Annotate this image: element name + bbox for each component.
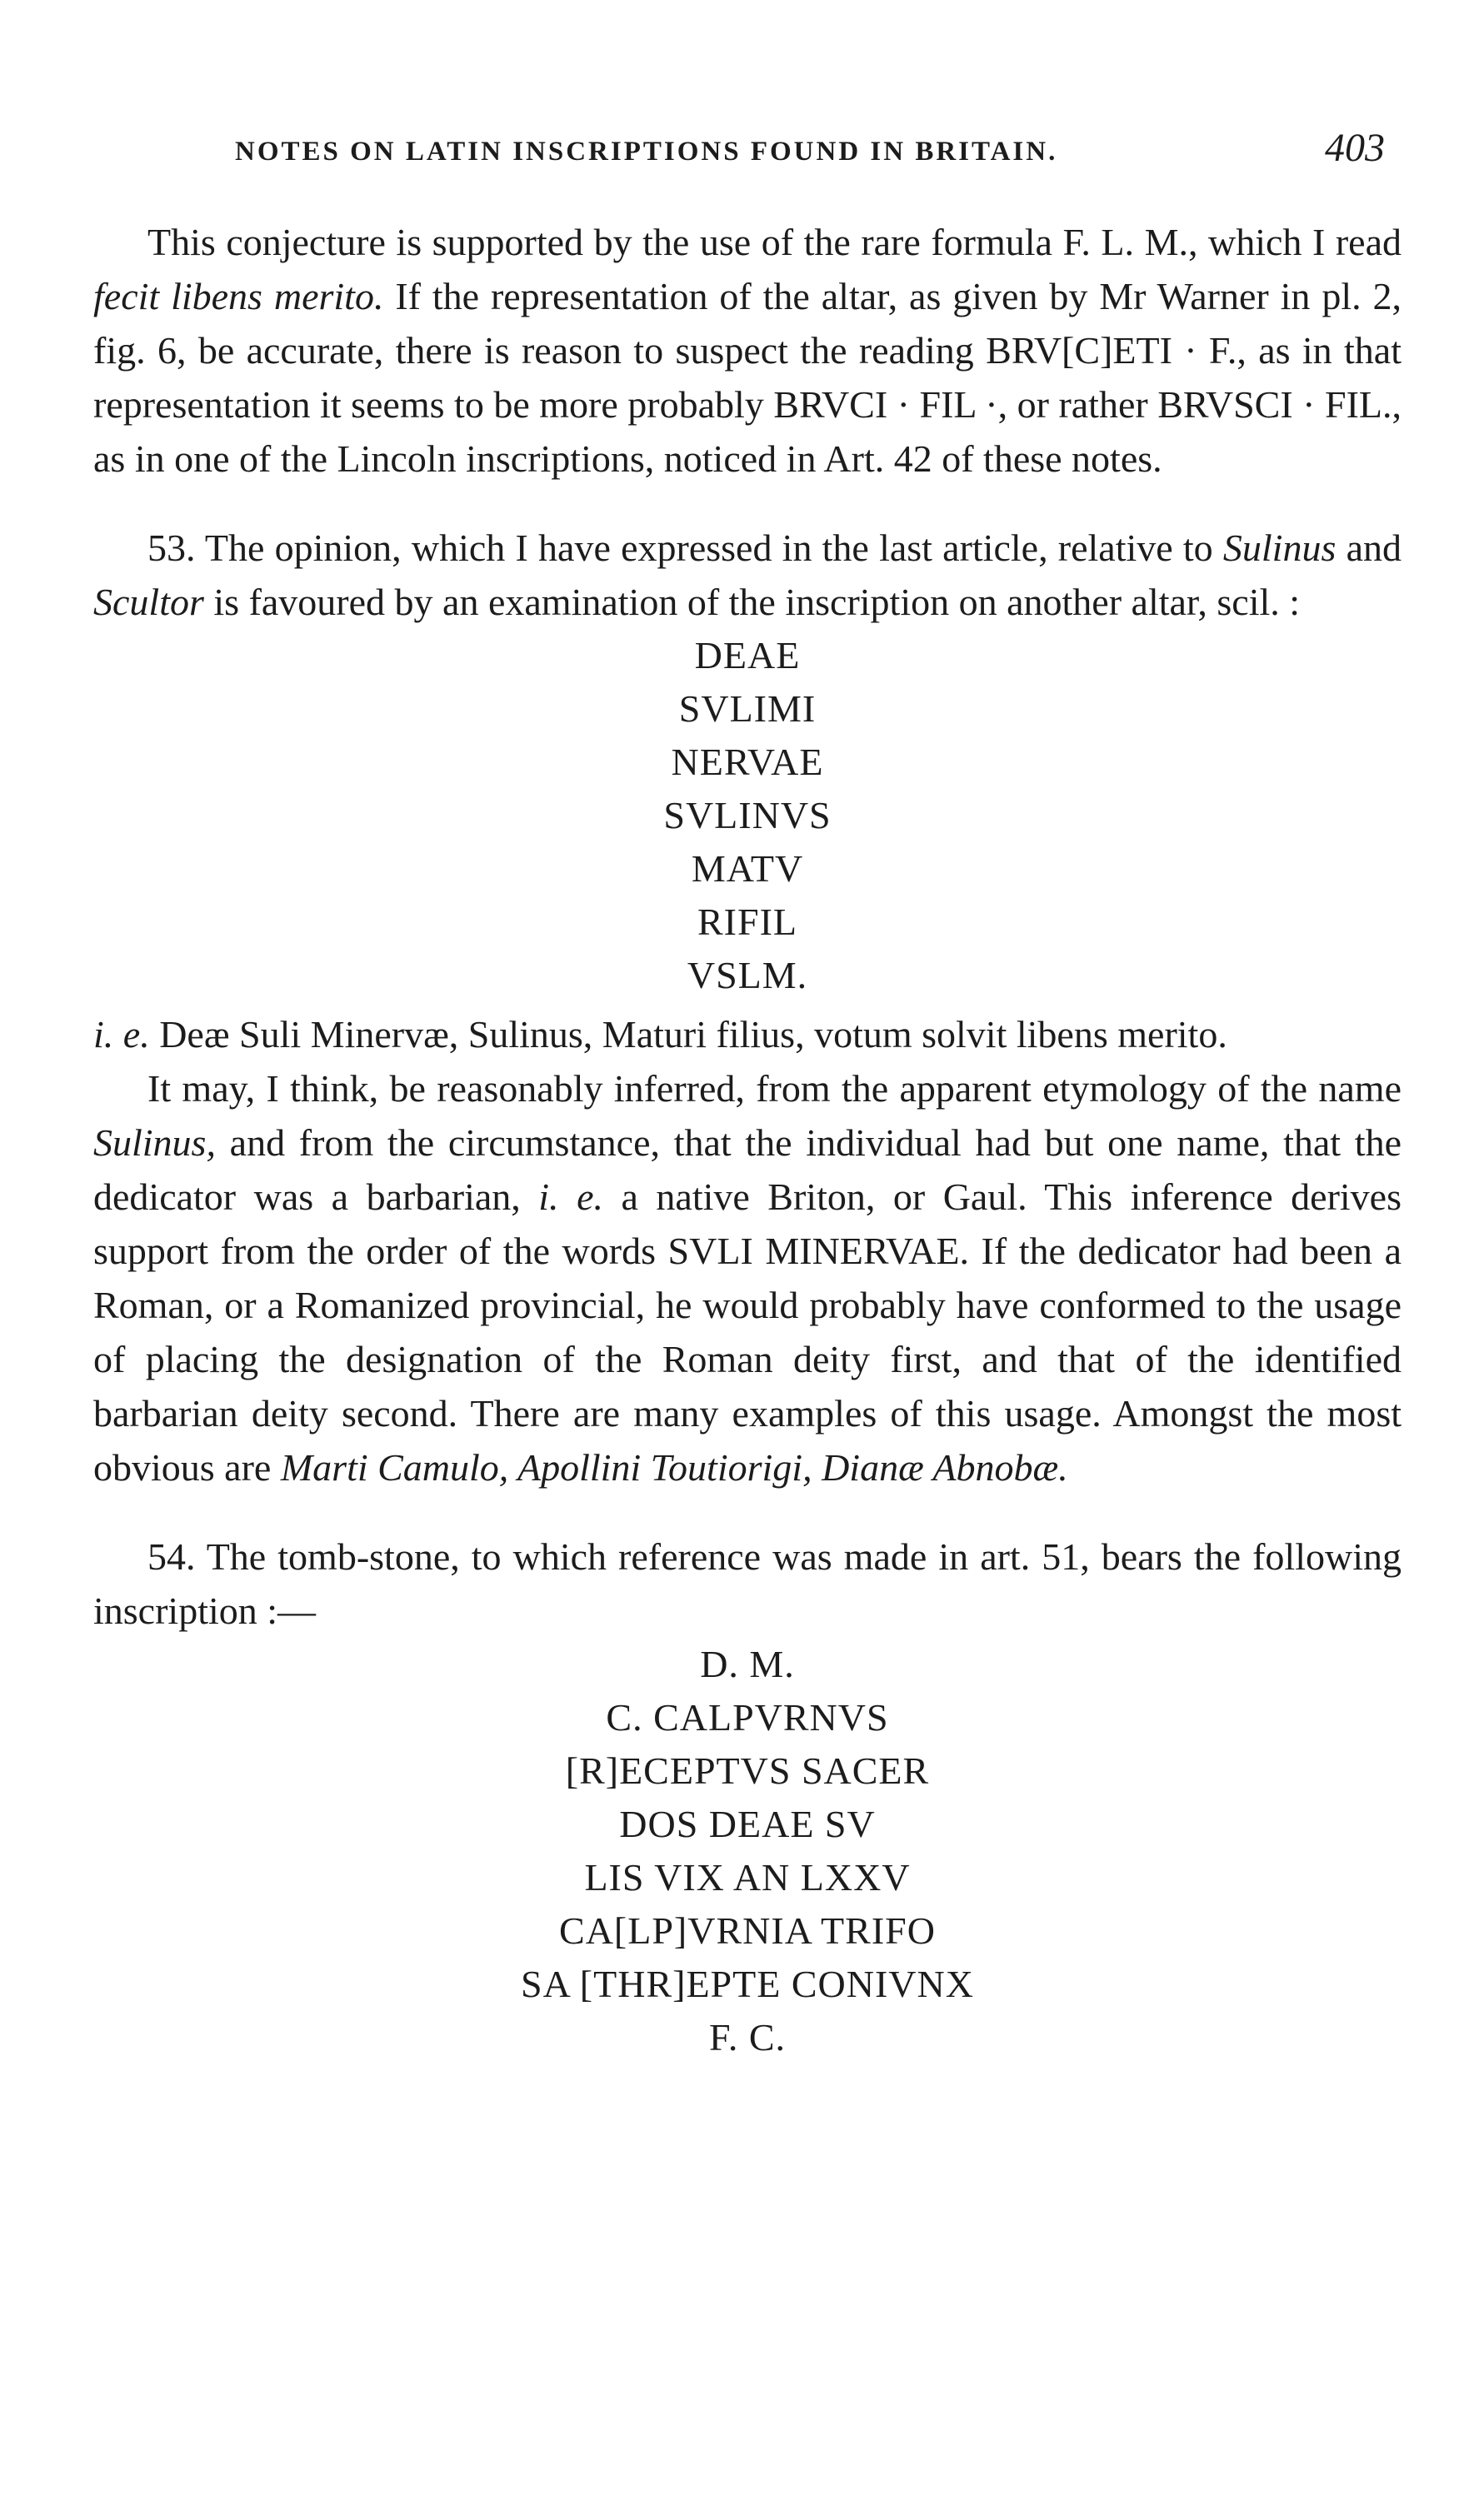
paragraph-inference	[93, 1061, 1402, 1495]
inscription-line: NERVAE	[671, 741, 824, 783]
inscription-line: LIS VIX AN LXXV	[584, 1856, 911, 1899]
inscription-line: SVLIMI	[678, 687, 817, 730]
italic-run: fecit libens merito.	[93, 275, 384, 317]
inscription-line: C. CALPVRNVS	[606, 1696, 889, 1739]
text-run: It may, I think, be reasonably inferred, from the apparent etymology of the name	[147, 1067, 1402, 1110]
inscription-line: MATV	[691, 847, 804, 890]
text-run: and	[1336, 526, 1402, 569]
inscription-line: RIFIL	[697, 901, 797, 943]
inscription-line: CA[LP]VRNIA TRIFO	[559, 1909, 936, 1952]
text-run: is favoured by an examination of the inscription on another altar, scil. :	[203, 581, 1301, 623]
text-run: and from the circumstance, that the individual had but one name, that the dedicator was a barbarian,	[93, 1121, 1402, 1218]
text-run: Deæ Suli Minervæ, Sulinus, Maturi filius, votum solvit libens merito.	[149, 1013, 1227, 1055]
inscription-line: SVLINVS	[663, 794, 832, 836]
italic-run: Marti Camulo, Apollini Toutiorigi, Dianæ Abnobæ.	[280, 1446, 1068, 1489]
italic-run: i. e.	[93, 1013, 150, 1055]
inscription-line: DOS DEAE SV	[619, 1803, 876, 1845]
paragraph-53	[93, 521, 1402, 629]
inscription-line: [R]ECEPTVS SACER	[565, 1749, 930, 1792]
italic-run: i. e.	[538, 1175, 603, 1218]
paragraph-translation	[93, 1007, 1402, 1061]
inscription-tombstone	[93, 1638, 1402, 2064]
italic-run: Sulinus,	[93, 1121, 216, 1164]
body-text	[93, 215, 1402, 2064]
text-run: 53. The opinion, which I have expressed in the last article, relative to	[147, 526, 1223, 569]
paragraph-54	[93, 1529, 1402, 1638]
page-number: 403	[1325, 126, 1385, 170]
inscription-altar	[93, 629, 1402, 1002]
page-header	[93, 125, 1402, 175]
inscription-line: F. C.	[708, 2016, 787, 2058]
running-title: NOTES ON LATIN INSCRIPTIONS FOUND IN BRITAIN.	[235, 137, 1058, 167]
text-run: If the representation of the altar, as given by Mr Warner in pl. 2, fig. 6, be accurate, there is reason to suspect the reading BRV[C]ETI · F., as in that representation it seems to be more probably BRVCI · FIL ·, or rather BRVSCI · FIL., as in one of the Lincoln inscriptions, noticed in Art. 42 of these notes.	[93, 275, 1402, 480]
text-run: a native Briton, or Gaul. This inference derives support from the order of the words SVLI MINERVAE. If the dedicator had been a Roman, or a Romanized provincial, he would probably have conformed to the usage of placing the designation of the Roman deity first, and that of the identified barbarian deity second. There are many examples of this usage. Amongst the most obvious are	[93, 1175, 1402, 1489]
paragraph-conjecture	[93, 215, 1402, 486]
text-run: This conjecture is supported by the use of the rare formula F. L. M., which I read	[147, 221, 1402, 263]
italic-run: Scultor	[93, 581, 204, 623]
inscription-line: D. M.	[700, 1643, 795, 1685]
inscription-line: DEAE	[694, 634, 801, 676]
inscription-line: VSLM.	[687, 954, 808, 996]
inscription-line: SA [THR]EPTE CONIVNX	[521, 1963, 974, 2005]
text-run: 54. The tomb-stone, to which reference was made in art. 51, bears the following inscription :—	[93, 1535, 1402, 1632]
italic-run: Sulinus	[1222, 526, 1337, 569]
